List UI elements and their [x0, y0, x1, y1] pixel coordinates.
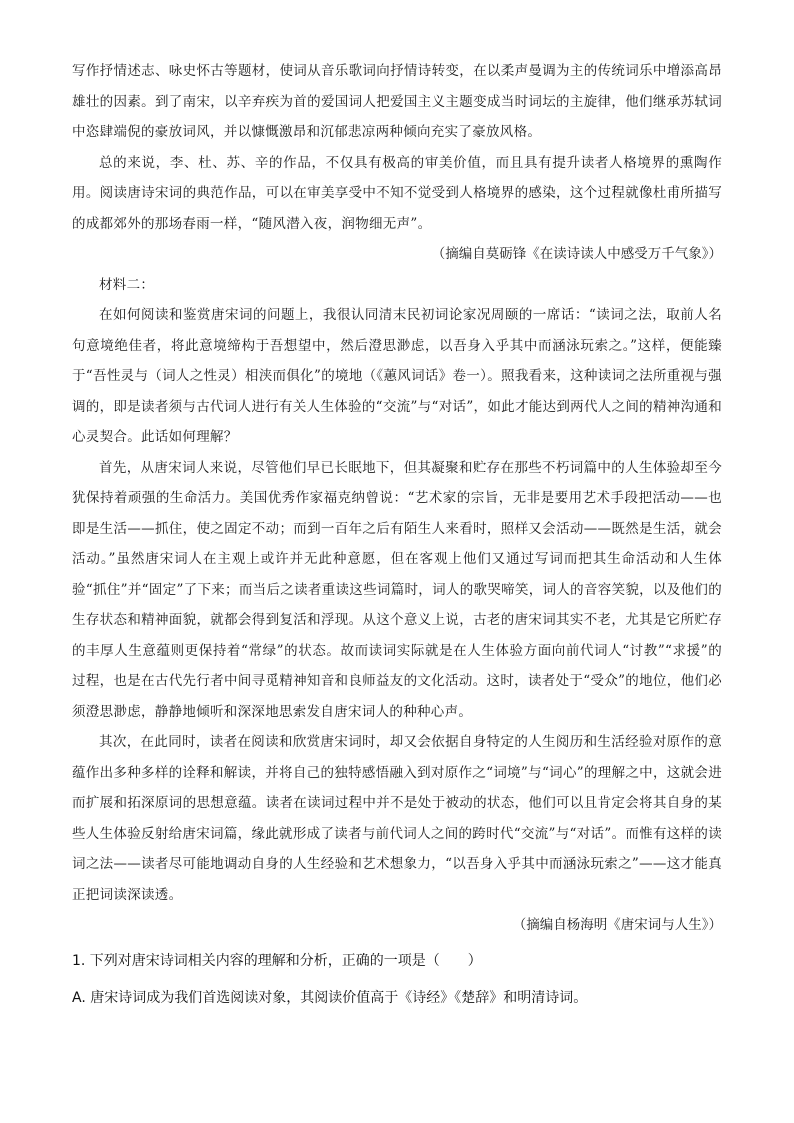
source-citation-2: （摘编自杨海明《唐宋词与人生》）: [512, 917, 722, 933]
paragraph-material2-2: 首先，从唐宋词人来说，尽管他们早已长眠地下，但其凝聚和贮存在那些不朽词篇中的人生体验却至今犹保持着顽强的生命活力。美国优秀作家福克纳曾说：“艺术家的宗旨，无非是要用艺术手段把活动——也即是生活——抓住，使之固定不动；而到一百年之后有陌生人来看时，照样又会活动——既然是生活，就会活动。”虽然唐宋词人在主观上或许并无此种意愿，但在客观上他们又通过写词而把其生命活动和人生体验“抓住”并“固定”了下来；而当后之读者重读这些词篇时，词人的歌哭啼笑，词人的音容笑貌，以及他们的生存状态和精神面貌，就都会得到复活和浮现。从这个意义上说，古老的唐宋词其实不老，尤其是它所贮存的丰厚人生意蕴则更保持着“常绿”的状态。故而读词实际就是在人生体验方面向前代词人“讨教”“求援”的过程，也是在古代先行者中间寻觅精神知音和良师益友的文化活动。这时，读者处于“受众”的地位，他们必须澄思渺虑，静静地倾听和深深地思索发自唐宋词人的种种心声。: [72, 459, 722, 720]
paragraph-summary: 总的来说，李、杜、苏、辛的作品，不仅具有极高的审美价值，而且具有提升读者人格境界的熏陶作用。阅读唐诗宋词的典范作品，可以在审美享受中不知不觉受到人格境界的感染，这个过程就像杜甫所描写的成都郊外的那场春雨一样，“随风潜入夜，润物细无声”。: [72, 154, 722, 232]
paragraph-material1-tail: 写作抒情述志、咏史怀古等题材，使词从音乐歌词向抒情诗转变，在以柔声曼调为主的传统词乐中增添高昂雄壮的因素。到了南宋，以辛弃疾为首的爱国词人把爱国主义主题变成当时词坛的主旋律，他们继承苏轼词中恣肆端倪的豪放词风，并以慷慨激昂和沉郁悲凉两种倾向充实了豪放风格。: [72, 63, 722, 140]
material2-heading: 材料二：: [99, 276, 155, 293]
source-citation-1: （摘编自莫砺锋《在读诗读人中感受万千气象》）: [431, 246, 722, 262]
document-page: [72, 56, 722, 1012]
paragraph-material2-3: 其次，在此同时，读者在阅读和欣赏唐宋词时，却又会依据自身特定的人生阅历和生活经验对原作的意蕴作出多种多样的诠释和解读，并将自己的独特感悟融入到对原作之“词境”与“词心”的理解之中，这就会进而扩展和拓深原词的思想意蕴。读者在读词过程中并不是处于被动的状态，他们可以且肯定会将其自身的某些人生体验反射给唐宋词篇，缘此就形成了读者与前代词人之间的跨时代“交流”与“对话”。而惟有这样的读词之法——读者尽可能地调动自身的人生经验和艺术想象力，“以吾身入乎其中而涵泳玩索之”——这才能真正把词读深读透。: [72, 734, 722, 903]
question-1-stem: 1. 下列对唐宋诗词相关内容的理解和分析，正确的一项是（ ）: [72, 952, 482, 969]
paragraph-material2-1: 在如何阅读和鉴赏唐宋词的问题上，我很认同清末民初词论家况周颐的一席话：“读词之法，取前人名句意境绝佳者，将此意境缔构于吾想望中，然后澄思渺虑，以吾身入乎其中而涵泳玩索之。”这样，便能臻于“吾性灵与（词人之性灵）相浃而俱化”的境地（《蕙风词话》卷一）。照我看来，这种读词之法所重视与强调的，即是读者须与古代词人进行有关人生体验的“交流”与“对话”，如此才能达到两代人之间的精神沟通和心灵契合。此话如何理解？: [72, 307, 722, 445]
question-1-option-a: A. 唐宋诗词成为我们首选阅读对象，其阅读价值高于《诗经》《楚辞》和明清诗词。: [72, 989, 588, 1006]
